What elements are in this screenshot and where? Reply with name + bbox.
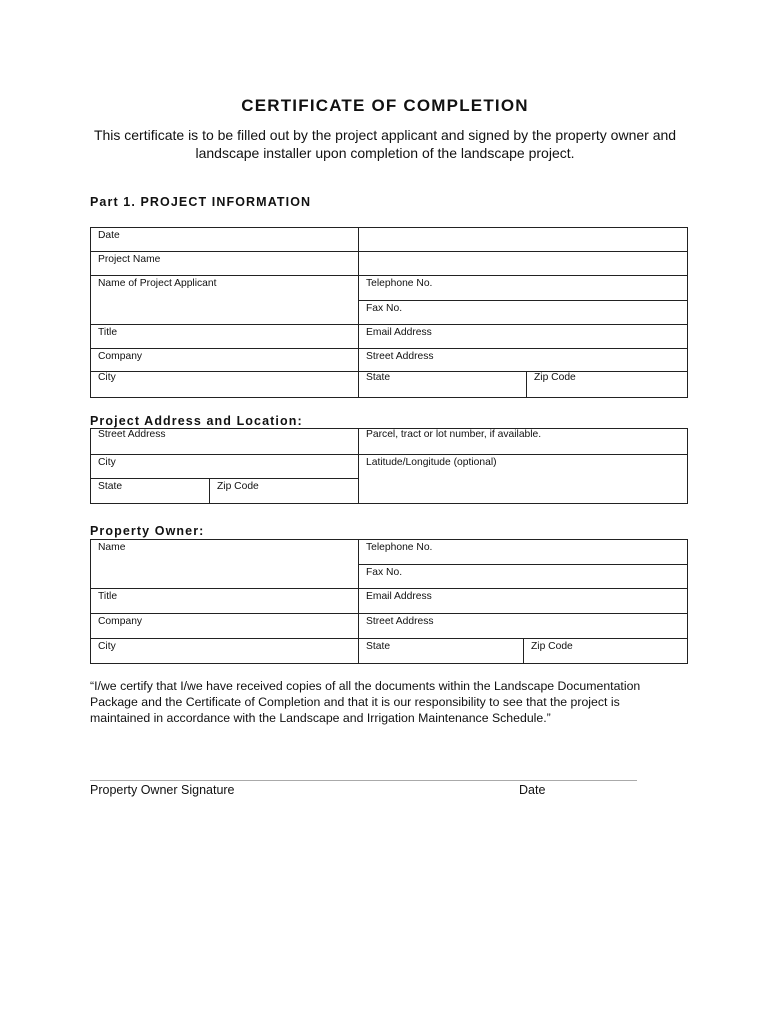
project-name-field[interactable] (359, 252, 688, 276)
applicant-city-label: City (91, 372, 359, 398)
parcel-label: Parcel, tract or lot number, if available. (359, 429, 688, 455)
owner-telephone-label: Telephone No. (359, 540, 688, 565)
owner-company-label: Company (91, 614, 359, 639)
owner-heading: Property Owner: (90, 524, 205, 538)
date-label: Date (91, 228, 359, 252)
part1-heading: Part 1. PROJECT INFORMATION (90, 195, 312, 209)
applicant-company-label: Company (91, 349, 359, 372)
applicant-email-label: Email Address (359, 325, 688, 349)
latlong-label: Latitude/Longitude (optional) (359, 455, 688, 504)
owner-title-label: Title (91, 589, 359, 614)
certification-statement: “I/we certify that I/we have received copies of all the documents within the Landscape Documentation Package and the Certificate of Completion and that it is our responsibility to see that the project is maintained in accordance with the Landscape and Irrigation Maintenance Schedule.” (90, 679, 641, 725)
applicant-telephone-label: Telephone No. (359, 276, 688, 301)
owner-zip-label: Zip Code (524, 639, 688, 664)
owner-fax-label: Fax No. (359, 565, 688, 589)
project-name-label: Project Name (91, 252, 359, 276)
owner-email-label: Email Address (359, 589, 688, 614)
intro-paragraph: This certificate is to be filled out by the project applicant and signed by the property owner and landscape installer upon completion of the landscape project. (93, 127, 677, 161)
owner-city-label: City (91, 639, 359, 664)
owner-state-label: State (359, 639, 524, 664)
owner-signature-label: Property Owner Signature (90, 783, 235, 797)
signature-date-label: Date (519, 783, 546, 797)
location-street-label: Street Address (91, 429, 359, 455)
date-field[interactable] (359, 228, 688, 252)
property-owner-table (90, 539, 688, 664)
applicant-name-label: Name of Project Applicant (91, 276, 359, 325)
project-location-table (90, 428, 688, 504)
applicant-street-label: Street Address (359, 349, 688, 372)
project-information-table (90, 227, 688, 398)
location-state-label: State (91, 479, 210, 504)
location-zip-label: Zip Code (210, 479, 359, 504)
certificate-title: CERTIFICATE OF COMPLETION (241, 96, 529, 115)
owner-name-label: Name (91, 540, 359, 589)
location-city-label: City (91, 455, 359, 479)
location-heading: Project Address and Location: (90, 414, 303, 428)
signature-line[interactable] (90, 780, 637, 781)
applicant-title-label: Title (91, 325, 359, 349)
applicant-fax-label: Fax No. (359, 301, 688, 325)
owner-street-label: Street Address (359, 614, 688, 639)
applicant-zip-label: Zip Code (527, 372, 688, 398)
applicant-state-label: State (359, 372, 527, 398)
